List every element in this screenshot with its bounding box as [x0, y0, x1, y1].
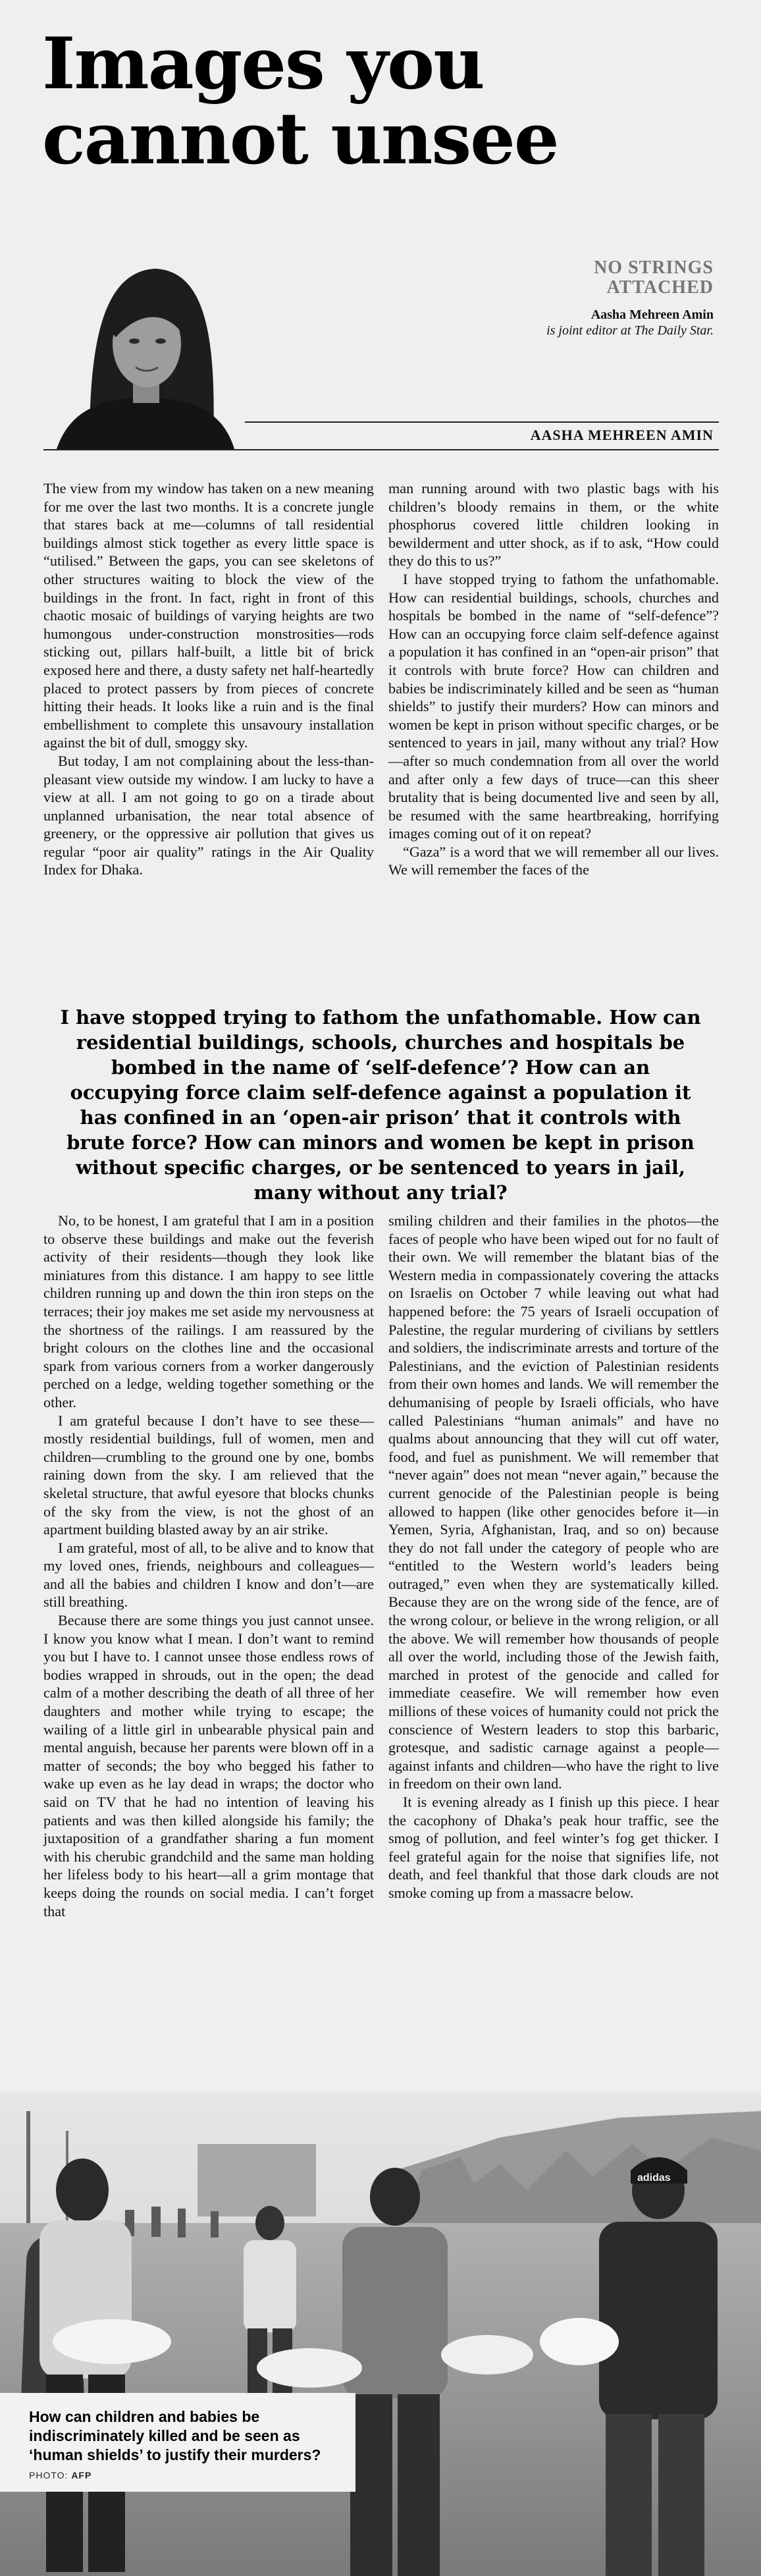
byline: AASHA MEHREEN AMIN [530, 427, 714, 443]
body-section-2 [43, 1212, 719, 2107]
paragraph: The view from my window has taken on a new meaning for me over the last two months. It is a concrete jungle that stares back at me—columns of tall residential buildings almost stick together as every little space is “utilised.” Between the gaps, you can see skeletons of other structures waiting to block the view of the buildings in the front. In fact, right in front of this chaotic mosaic of buildings of varying heights are two humongous under-construction monstrosities—rods sticking out, pillars half-built, a little bit of brick exposed here and there, a dusty safety net half-heartedly placed to protect passers by from pieces of concrete hitting their heads. It looks like a ruin and is the final embellishment to complete this unsavoury installation against the bit of dull, smoggy sky. [43, 480, 374, 751]
body-section-1 [43, 479, 719, 993]
paragraph: man running around with two plastic bags with his children’s bloody remains in them, or the white phosphorus covered little children looking in bewilderment and utter shock, as if to ask, “How could they do this to us?” [388, 480, 719, 570]
news-photo [0, 2091, 761, 2576]
photo-credit-label: PHOTO: [29, 2470, 72, 2481]
paragraph: I am grateful because I don’t have to see these—mostly residential buildings, full of women, men and children—crumbling to the ground one by one, bombs raining down from the sky. I am relieved that the skeletal structure, that awful eyesore that blocks chunks of the sky from the view, is not the ghost of an apartment building blasted away by an air strike. [43, 1412, 374, 1538]
paragraph: Because there are some things you just cannot unsee. I know you know what I mean. I don’t want to remind you but I have to. I cannot unsee those endless rows of bodies wrapped in shrouds, out in the open; the dead calm of a mother describing the death of all three of her daughters and mother while trying to escape; the wailing of a little girl in unbearable physical pain and mental anguish, because her parents were blown off in a matter of seconds; the boy who begged his father to wake up even as he lay dead in wraps; the doctor who said on TV that he had no intention of leaving his patients and was then killed alongside his family; the juxtaposition of a grandfather sharing a fun moment with his cherubic grandchild and the same man holding her lifeless body to his heart—all a grim montage that keeps doing the rounds on social media. I can’t forget that [43, 1612, 374, 1919]
author-portrait-image [43, 245, 245, 449]
paragraph: It is evening already as I finish up this piece. I hear the cacophony of Dhaka’s peak hour traffic, see the smog of pollution, and feel winter’s fog get thicker. I feel grateful again for the noise that signifies life, not death, and feel thankful that those dark clouds are not smoke coming up from a massacre below. [388, 1794, 719, 1901]
author-name: Aasha Mehreen Amin [590, 308, 714, 322]
paragraph: I am grateful, most of all, to be alive and to know that my loved ones, friends, neighbours and colleagues—and all the babies and children I know and don’t—are still breathing. [43, 1539, 374, 1611]
body-column-right [388, 1212, 719, 2107]
author-info [384, 307, 714, 338]
author-role [384, 323, 714, 338]
photo-caption-box [0, 2393, 355, 2492]
body-column-left [43, 479, 374, 993]
photo-caption: How can children and babies be indiscriminately killed and be seen as ‘human shields’ to justify their murders? [29, 2408, 321, 2463]
body-column-right [388, 479, 719, 993]
paragraph: I have stopped trying to fathom the unfathomable. How can residential buildings, schools, churches and hospitals be bombed in the name of “self-defence”? How can an occupying force claim self-defence against a population it has confined in an “open-air prison” that it controls with brute force? How can children and babies be indiscriminately killed and be seen as “human shields” to justify their murders? How can minors and women be kept in prison without specific charges, or be sentenced to years in jail, many without any trial? How—after so much condemnation from all over the world and after only a few days of truce—can this sheer brutality that is being documented live and seen by all, be resumed with the same heartbreaking, horrifying images coming out of it on repeat? [388, 570, 719, 842]
paragraph: “Gaza” is a word that we will remember all our lives. We will remember the faces of the [388, 843, 719, 878]
paragraph: No, to be honest, I am grateful that I am in a position to observe these buildings and make out the feverish activity of their residents—though they look like miniatures from this distance. I am happy to see little children running up and down the thin iron steps on the terraces; their joy makes me set aside my nervousness at the shortness of the railings. I am reassured by the bright colours on the clothes line and the occasional spark from various corners from a worker dangerously perched on a ledge, welding together something or the other. [43, 1212, 374, 1410]
photo-credit [29, 2470, 332, 2481]
photo-credit-source: AFP [71, 2470, 92, 2481]
news-photo-image [0, 2091, 761, 2576]
paragraph: But today, I am not complaining about the less-than-pleasant view outside my window. I am lucky to have a view at all. I am not going to go on a tirade about unplanned urbanisation, the near total absence of greenery, or the oppressive air pollution that gives us regular “poor air quality” ratings in the Air Quality Index for Dhaka. [43, 752, 374, 878]
publication-name: The Daily Star. [634, 323, 714, 338]
headline: Images you cannot unsee [42, 22, 558, 180]
paragraph: smiling children and their families in the photos—the faces of people who have been wiped out for no fault of their own. We will remember the blatant bias of the Western media in compassionately covering the attacks on Israelis on October 7 while leaving out what had happened before: the 75 years of Israeli occupation of Palestine, the regular murdering of civilians by settlers and soldiers, the indiscriminate arrests and torture of the Palestinians, and the eviction of Palestinian residents from their own homes and lands. We will remember the dehumanising of people by Israeli officials, who have called Palestinians “human animals” and have no qualms about announcing that they will cut off water, food, and fuel as punishment. We will remember that “never again” does not mean “never again,” because the current genocide of the Palestinian people is being allowed to happen (like other genocides before it—in Yemen, Syria, Afghanistan, Iraq, and so on) because they do not fall under the category of people who are “entitled to the Western world’s leaders being outraged,” even when they are systematically killed. Because they are on the wrong side of the fence, are of the wrong colour, or believe in the wrong religion, or all the above. We will remember how thousands of people all over the world, including those of the Jewish faith, marched in protest of the genocide and called for immediate ceasefire. We will remember how even millions of these voices of humanity could not prick the conscience of Western leaders to stop this barbaric, grotesque, and sadistic carnage against a people—against infants and children—who have the right to live in freedom on their own land. [388, 1212, 719, 1792]
column-name: NO STRINGS ATTACHED [594, 257, 714, 298]
author-portrait [43, 245, 245, 449]
cap-logo-text: adidas [637, 2172, 671, 2184]
pull-quote: I have stopped trying to fathom the unfathomable. How can residential buildings, schools, churches and hospitals be bombed in the name of ‘self-defence’? How can an occupying force claim self-defence against a population it has confined in an ‘open-air prison’ that it controls with brute force? How can minors and women be kept in prison without specific charges, or be sentenced to years in jail, many without any trial? [60, 1006, 701, 1204]
body-column-left [43, 1212, 374, 2107]
author-role-prefix: is joint editor at [546, 323, 635, 338]
byline-bottom-rule [43, 449, 719, 450]
byline-top-rule [245, 421, 719, 423]
